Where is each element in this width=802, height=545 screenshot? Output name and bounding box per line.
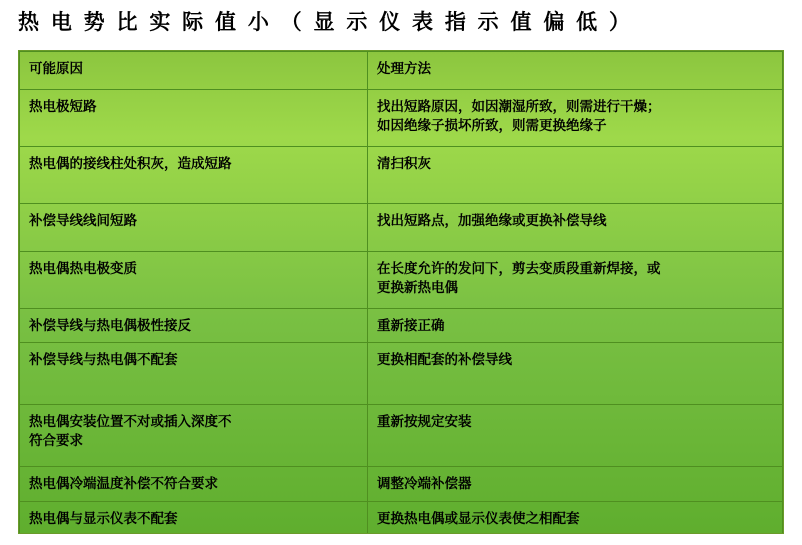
table-header-remedy: 处理方法 xyxy=(368,52,783,90)
cell-cause xyxy=(20,405,368,467)
cell-remedy xyxy=(368,405,783,467)
table xyxy=(19,51,783,534)
cell-cause: 补偿导线线间短路 xyxy=(20,204,368,252)
cell-cause: 热电偶的接线柱处积灰，造成短路 xyxy=(20,147,368,204)
cell-cause: 热电偶热电极变质 xyxy=(20,252,368,309)
table-header-row xyxy=(20,52,783,90)
cell-remedy xyxy=(368,90,783,147)
cell-remedy xyxy=(368,147,783,204)
cell-remedy-line: 如因绝缘子损坏所致，则需更换绝缘子 xyxy=(377,118,607,133)
cell-remedy xyxy=(368,204,783,252)
cell-remedy-line: 更换热电偶或显示仪表使之相配套 xyxy=(377,511,580,526)
cell-remedy-line: 清扫积灰 xyxy=(377,156,431,171)
cell-cause: 热电偶与显示仪表不配套 xyxy=(20,502,368,535)
cell-cause: 热电偶冷端温度补偿不符合要求 xyxy=(20,467,368,502)
cell-remedy-line: 调整冷端补偿器 xyxy=(377,476,472,491)
cell-cause: 热电极短路 xyxy=(20,90,368,147)
table-row xyxy=(20,405,783,467)
table-row xyxy=(20,467,783,502)
causes-remedies-table xyxy=(18,50,784,534)
cell-cause: 补偿导线与热电偶不配套 xyxy=(20,343,368,405)
cell-remedy xyxy=(368,467,783,502)
cell-cause: 补偿导线与热电偶极性接反 xyxy=(20,309,368,343)
page-title: 热 电 势 比 实 际 值 小 （ 显 示 仪 表 指 示 值 偏 低 ） xyxy=(18,11,634,34)
cell-remedy-line: 找出短路原因，如因潮湿所致，则需进行干燥； xyxy=(377,99,661,114)
table-row xyxy=(20,502,783,535)
cell-remedy-line: 在长度允许的发问下，剪去变质段重新焊接，或 xyxy=(377,261,661,276)
table-row xyxy=(20,252,783,309)
table-header-cause: 可能原因 xyxy=(20,52,368,90)
cell-remedy xyxy=(368,252,783,309)
cell-remedy-line: 更换新热电偶 xyxy=(377,280,458,295)
table-row xyxy=(20,204,783,252)
table-row xyxy=(20,90,783,147)
cell-remedy xyxy=(368,309,783,343)
cell-remedy xyxy=(368,343,783,405)
cell-remedy-line: 重新按规定安装 xyxy=(377,414,472,429)
cell-remedy xyxy=(368,502,783,535)
table-row xyxy=(20,343,783,405)
cell-remedy-line: 找出短路点，加强绝缘或更换补偿导线 xyxy=(377,213,607,228)
cell-remedy-line: 重新接正确 xyxy=(377,318,445,333)
cell-cause-line: 热电偶安装位置不对或插入深度不 xyxy=(29,414,232,429)
cell-cause-line: 符合要求 xyxy=(29,433,83,448)
cell-remedy-line: 更换相配套的补偿导线 xyxy=(377,352,512,367)
table-row xyxy=(20,309,783,343)
table-row xyxy=(20,147,783,204)
